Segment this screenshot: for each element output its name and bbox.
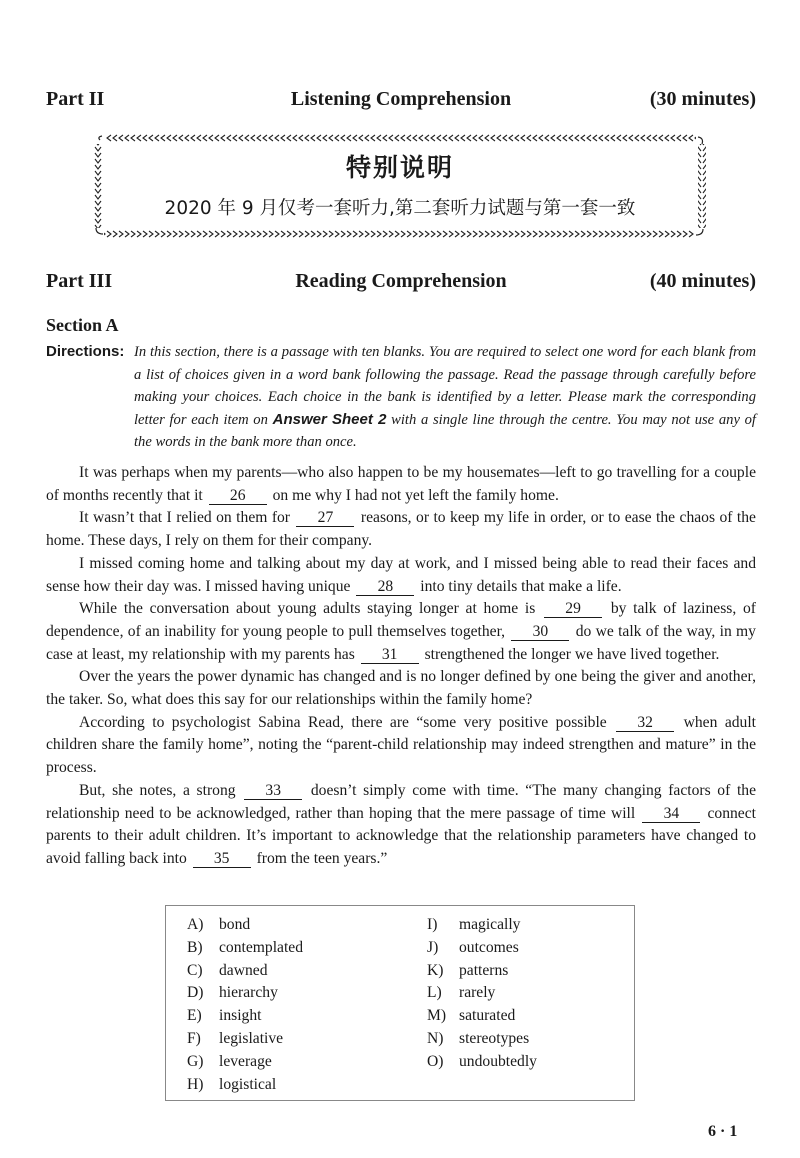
part-2-header bbox=[46, 88, 756, 111]
word-bank-letter: B) bbox=[187, 938, 203, 956]
passage-paragraph bbox=[46, 712, 756, 780]
passage-paragraph bbox=[46, 666, 756, 711]
part-3-header bbox=[46, 270, 756, 293]
notice-text: 2020 年 9 月仅考一套听力,第二套听力试题与第一套一致 bbox=[164, 198, 636, 219]
passage-text: But, she notes, a strong bbox=[79, 781, 236, 799]
word-bank-item bbox=[187, 962, 303, 985]
word-bank-item bbox=[427, 984, 537, 1007]
part-2-title: Listening Comprehension bbox=[290, 88, 512, 110]
passage-text: It wasn’t that I relied on them for bbox=[79, 509, 290, 527]
word-bank-item bbox=[427, 1030, 537, 1053]
passage-paragraph bbox=[46, 598, 756, 666]
reading-passage bbox=[46, 462, 756, 871]
part-3-label: Part III bbox=[46, 270, 113, 292]
word-bank-letter: H) bbox=[187, 1075, 204, 1093]
word-bank-letter: O) bbox=[427, 1052, 444, 1070]
word-bank-letter: I) bbox=[427, 916, 438, 933]
word-bank-word: leverage bbox=[219, 1052, 272, 1070]
passage-text: connect parents to their adult children. It’s important to acknowledge that the relationship parameters have changed to avoid falling back into bbox=[46, 804, 756, 867]
directions-label: Directions: bbox=[46, 343, 125, 360]
passage-text: when adult children share the family home”, noting the “parent-child relationship may indeed strengthen and mature” in the process. bbox=[46, 713, 756, 777]
passage-text: While the conversation about young adults staying longer at home is bbox=[79, 600, 536, 618]
directions bbox=[46, 341, 756, 454]
passage-text: According to psychologist Sabina Read, there are “some very positive possible bbox=[79, 713, 607, 731]
word-bank-word: outcomes bbox=[459, 938, 519, 956]
word-bank-letter: K) bbox=[427, 961, 444, 979]
blank-27: 27 bbox=[296, 509, 354, 527]
part-3-title: Reading Comprehension bbox=[295, 270, 507, 292]
word-bank-item bbox=[187, 1053, 303, 1076]
blank-34: 34 bbox=[642, 805, 700, 823]
directions-text-part: with a single line through the centre. You may not use any of the words in the bank more than once. bbox=[134, 411, 756, 451]
passage-paragraph bbox=[46, 507, 756, 552]
passage-text: on me why I had not yet left the family home. bbox=[272, 486, 559, 504]
word-bank-letter: A) bbox=[187, 916, 204, 933]
part-2-time: (30 minutes) bbox=[649, 88, 756, 110]
blank-35: 35 bbox=[193, 850, 251, 868]
blank-28: 28 bbox=[356, 578, 414, 596]
word-bank-word: patterns bbox=[459, 961, 509, 979]
word-bank-word: insight bbox=[219, 1007, 262, 1025]
word-bank-word: legislative bbox=[219, 1029, 284, 1047]
word-bank-letter: G) bbox=[187, 1052, 204, 1070]
part-2-label: Part II bbox=[46, 88, 105, 110]
passage-text: reasons, or to keep my life in order, or to ease the chaos of the home. These days, I rely on them for their company. bbox=[46, 509, 756, 550]
passage-paragraph bbox=[46, 462, 756, 507]
answer-sheet-emphasis: Answer Sheet 2 bbox=[272, 410, 387, 428]
passage-text: It was perhaps when my parents—who also happen to be my housemates—left to go travelling for a couple of months recently that it bbox=[46, 464, 756, 504]
word-bank-letter: N) bbox=[427, 1029, 444, 1047]
passage-text: strengthened the longer we have lived together. bbox=[424, 645, 720, 663]
notice-title: 特别说明 bbox=[345, 153, 454, 182]
word-bank-item bbox=[187, 1076, 303, 1099]
passage-text: from the teen years.” bbox=[256, 849, 388, 867]
word-bank-word: stereotypes bbox=[459, 1029, 530, 1047]
word-bank-word: rarely bbox=[459, 984, 496, 1002]
word-bank-letter: F) bbox=[187, 1029, 201, 1047]
word-bank-item bbox=[427, 916, 537, 939]
blank-26: 26 bbox=[209, 487, 267, 505]
blank-29: 29 bbox=[544, 600, 602, 618]
special-notice-box bbox=[94, 134, 706, 238]
word-bank-item bbox=[187, 1007, 303, 1030]
word-bank-letter: J) bbox=[427, 938, 439, 956]
word-bank-letter: E) bbox=[187, 1007, 202, 1025]
blank-32: 32 bbox=[616, 714, 674, 732]
blank-31: 31 bbox=[361, 646, 419, 664]
word-bank-right-column bbox=[427, 916, 537, 1076]
word-bank-letter: C) bbox=[187, 961, 203, 979]
word-bank-word: contemplated bbox=[219, 938, 303, 956]
word-bank-item bbox=[427, 1053, 537, 1076]
word-bank-word: magically bbox=[459, 916, 521, 933]
word-bank-letter: D) bbox=[187, 984, 204, 1002]
passage-text: into tiny details that make a life. bbox=[420, 577, 622, 595]
passage-text: do we talk of the way, in my case at least, my relationship with my parents has bbox=[46, 622, 756, 663]
word-bank-word: hierarchy bbox=[219, 984, 278, 1002]
blank-33: 33 bbox=[244, 782, 302, 800]
passage-text: Over the years the power dynamic has changed and is no longer defined by one being the giver and another, the taker. So, what does this say for our relationships within the family home? bbox=[46, 668, 756, 709]
passage-text: by talk of laziness, of dependence, of an inability for young people to pull themselves together, bbox=[46, 600, 756, 640]
part-3-time: (40 minutes) bbox=[649, 270, 756, 292]
section-a-heading: Section A bbox=[46, 315, 119, 335]
directions-text-part: In this section, there is a passage with ten blanks. You are required to select one word for each blank from a list of choices given in a word bank following the passage. Read the passage through carefully before making your choices. Each choice in the bank is identified by a letter. Please mark the corresponding letter for each item on bbox=[134, 344, 756, 428]
word-bank-item bbox=[427, 939, 537, 962]
word-bank-item bbox=[187, 1030, 303, 1053]
passage-paragraph bbox=[46, 553, 756, 598]
word-bank-letter: M) bbox=[427, 1007, 447, 1025]
passage-paragraph bbox=[46, 780, 756, 871]
word-bank-word: bond bbox=[219, 916, 251, 933]
directions-text bbox=[134, 341, 756, 454]
word-bank-item bbox=[187, 984, 303, 1007]
passage-text: I missed coming home and talking about my day at work, and I missed being able to read their faces and sense how their day was. I missed having unique bbox=[46, 554, 756, 595]
word-bank-item bbox=[187, 916, 303, 939]
word-bank-word: logistical bbox=[219, 1075, 277, 1093]
passage-text: doesn’t simply come with time. “The many changing factors of the relationship need to be acknowledged, rather than hoping that the mere passage of time will bbox=[46, 781, 756, 822]
word-bank-item bbox=[427, 1007, 537, 1030]
page-number: 6 · 1 bbox=[708, 1123, 738, 1140]
word-bank-item bbox=[427, 962, 537, 985]
word-bank bbox=[165, 905, 635, 1101]
word-bank-word: undoubtedly bbox=[459, 1052, 537, 1070]
blank-30: 30 bbox=[511, 623, 569, 641]
word-bank-word: dawned bbox=[219, 961, 268, 979]
word-bank-item bbox=[187, 939, 303, 962]
word-bank-left-column bbox=[187, 916, 303, 1098]
word-bank-word: saturated bbox=[459, 1007, 516, 1025]
word-bank-letter: L) bbox=[427, 984, 442, 1002]
